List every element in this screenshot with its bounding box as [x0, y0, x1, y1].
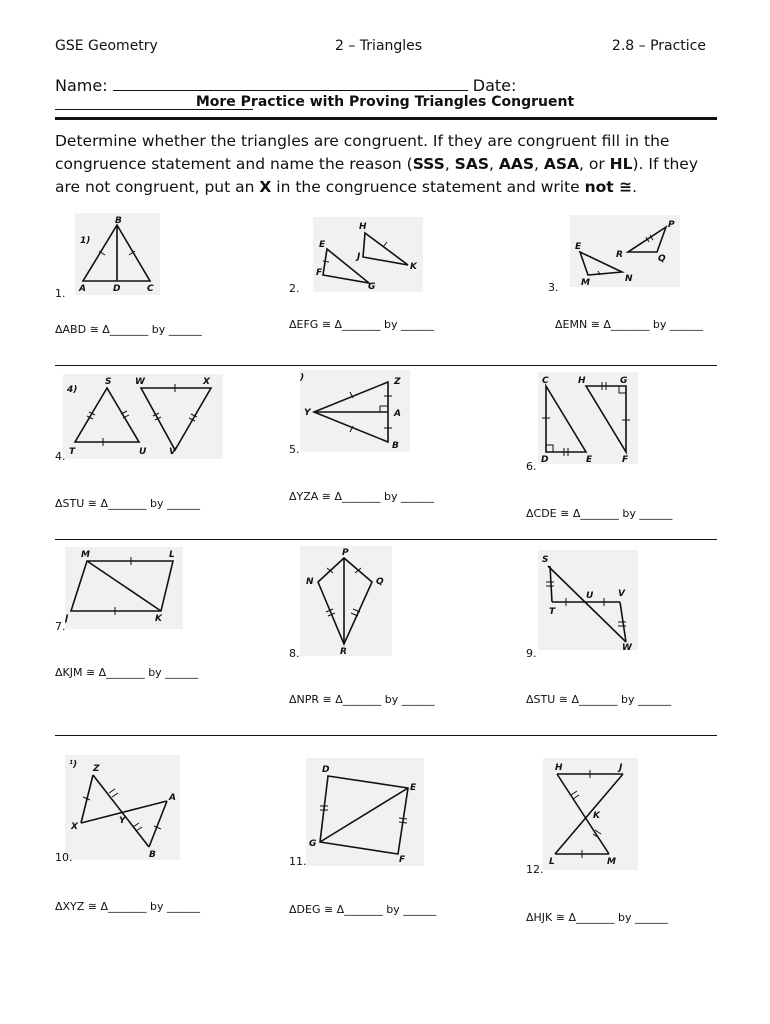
- svg-text:D: D: [322, 765, 330, 775]
- svg-text:P: P: [668, 220, 675, 230]
- congruence-statement[interactable]: ΔXYZ ≅ Δ_______ by ______: [55, 900, 201, 913]
- svg-text:F: F: [622, 455, 629, 464]
- assignment-name: 2.8 – Practice: [611, 38, 706, 54]
- svg-text:4): 4): [67, 385, 78, 395]
- svg-text:Y: Y: [119, 816, 126, 826]
- congruence-statement[interactable]: ΔHJK ≅ Δ_______ by ______: [526, 911, 668, 924]
- svg-text:N: N: [625, 274, 633, 284]
- date-label: Date:: [472, 76, 517, 95]
- figure-11: [306, 758, 424, 866]
- problem-number: 2.: [289, 282, 300, 295]
- svg-text:H: H: [578, 376, 586, 386]
- svg-text:G: G: [309, 839, 317, 849]
- row-divider: [55, 365, 717, 366]
- svg-text:M: M: [581, 278, 590, 287]
- row-divider: [55, 735, 717, 736]
- congruence-statement[interactable]: ΔNPR ≅ Δ_______ by ______: [289, 693, 435, 706]
- row-divider: [55, 539, 717, 540]
- svg-text:Z: Z: [394, 377, 401, 387]
- svg-text:L: L: [169, 550, 175, 560]
- svg-text:D: D: [113, 284, 121, 294]
- svg-text:E: E: [410, 783, 417, 793]
- figure-2: [313, 217, 423, 292]
- svg-text:L: L: [549, 857, 555, 867]
- svg-text:¹): ¹): [69, 760, 78, 770]
- svg-text:J: J: [65, 614, 69, 624]
- svg-text:R: R: [340, 647, 347, 656]
- figure-12: [543, 758, 638, 870]
- figure-6: [538, 372, 638, 464]
- problem-number: 3.: [548, 281, 559, 294]
- figure-7: [65, 547, 183, 629]
- congruence-statement[interactable]: ΔKJM ≅ Δ_______ by ______: [55, 666, 199, 679]
- svg-text:K: K: [593, 811, 600, 821]
- figure-10: [65, 755, 180, 860]
- svg-text:V: V: [618, 589, 625, 599]
- svg-text:E: E: [319, 240, 326, 250]
- svg-text:H: H: [555, 763, 563, 773]
- svg-text:1): 1): [80, 236, 91, 246]
- svg-text:S: S: [105, 377, 112, 387]
- figure-3: [570, 215, 680, 287]
- name-label: Name:: [55, 76, 108, 95]
- svg-text:B: B: [392, 441, 399, 451]
- svg-text:E: E: [575, 242, 582, 252]
- svg-text:R: R: [616, 250, 623, 260]
- svg-text:K: K: [410, 262, 417, 272]
- problem-number: 11.: [289, 855, 307, 868]
- figure-5: [300, 370, 410, 452]
- course-name: GSE Geometry: [55, 38, 158, 54]
- figure-8: [300, 546, 392, 656]
- svg-text:T: T: [69, 447, 76, 457]
- svg-text:Q: Q: [376, 577, 384, 587]
- svg-text:T: T: [549, 607, 556, 617]
- title-rule: [55, 117, 717, 120]
- problem-number: 10.: [55, 851, 73, 864]
- svg-text:D: D: [541, 455, 549, 464]
- svg-text:J: J: [357, 252, 361, 262]
- congruence-statement[interactable]: ΔEFG ≅ Δ_______ by ______: [289, 318, 435, 331]
- svg-text:U: U: [139, 447, 147, 457]
- congruence-statement[interactable]: ΔCDE ≅ Δ_______ by ______: [526, 507, 673, 520]
- svg-text:A: A: [394, 409, 401, 419]
- svg-text:W: W: [135, 377, 145, 387]
- svg-text:M: M: [81, 550, 90, 560]
- svg-text:A: A: [169, 793, 176, 803]
- congruence-statement[interactable]: ΔDEG ≅ Δ_______ by ______: [289, 903, 437, 916]
- unit-name: 2 – Triangles: [335, 38, 423, 54]
- svg-text:Y: Y: [304, 408, 311, 418]
- svg-text:): ): [300, 373, 305, 383]
- figure-9: [538, 550, 638, 650]
- svg-text:B: B: [149, 850, 156, 860]
- problem-number: 4.: [55, 450, 66, 463]
- svg-text:G: G: [368, 282, 376, 292]
- svg-text:B: B: [115, 216, 122, 226]
- svg-text:F: F: [316, 268, 323, 278]
- problem-number: 5.: [289, 443, 300, 456]
- svg-text:S: S: [542, 555, 549, 565]
- name-field[interactable]: [113, 76, 468, 91]
- svg-text:Z: Z: [93, 764, 100, 774]
- svg-text:G: G: [620, 376, 628, 386]
- svg-text:C: C: [147, 284, 154, 294]
- congruence-statement[interactable]: ΔEMN ≅ Δ_______ by ______: [555, 318, 703, 331]
- svg-text:W: W: [622, 643, 632, 650]
- congruence-statement[interactable]: ΔABD ≅ Δ_______ by ______: [55, 323, 202, 336]
- svg-text:H: H: [359, 222, 367, 232]
- svg-text:X: X: [71, 822, 78, 832]
- congruence-statement[interactable]: ΔSTU ≅ Δ_______ by ______: [55, 497, 200, 510]
- svg-text:E: E: [586, 455, 593, 464]
- svg-text:K: K: [155, 614, 162, 624]
- page-title: More Practice with Proving Triangles Congruent: [195, 94, 575, 110]
- svg-text:C: C: [542, 376, 549, 386]
- svg-text:V: V: [169, 447, 176, 457]
- svg-text:X: X: [203, 377, 210, 387]
- svg-text:M: M: [607, 857, 616, 867]
- figure-4: [63, 374, 223, 459]
- problem-number: 7.: [55, 620, 66, 633]
- problem-number: 9.: [526, 647, 537, 660]
- instructions: Determine whether the triangles are congruent. If they are congruent fill in the congruence statement and name the reason (SSS, SAS, AAS, ASA, or HL). If they are not congruent, put an X in the congruence statement and write not ≅.: [55, 132, 698, 196]
- congruence-statement[interactable]: ΔSTU ≅ Δ_______ by ______: [526, 693, 671, 706]
- svg-text:P: P: [342, 548, 349, 558]
- figure-1: [75, 213, 160, 295]
- svg-text:N: N: [306, 577, 314, 587]
- problem-number: 6.: [526, 460, 537, 473]
- problem-number: 8.: [289, 647, 300, 660]
- svg-text:J: J: [619, 763, 623, 773]
- svg-text:U: U: [586, 591, 594, 601]
- svg-text:Q: Q: [658, 254, 666, 264]
- svg-text:F: F: [399, 855, 406, 865]
- congruence-statement[interactable]: ΔYZA ≅ Δ_______ by ______: [289, 490, 435, 503]
- svg-text:A: A: [79, 284, 86, 294]
- problem-number: 1.: [55, 287, 66, 300]
- problem-number: 12.: [526, 863, 544, 876]
